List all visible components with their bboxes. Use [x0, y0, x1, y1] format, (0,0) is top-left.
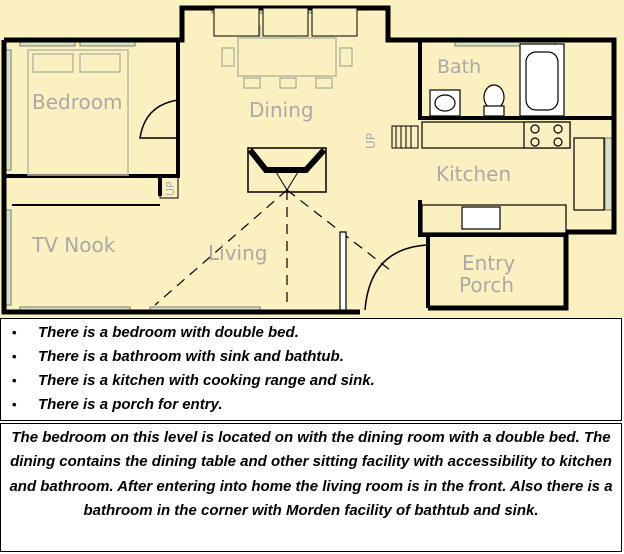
list-item-text: There is a kitchen with cooking range and sink. — [38, 372, 375, 389]
list-item: • There is a bathroom with sink and bathtub. — [12, 348, 344, 365]
label-dining: Dining — [249, 98, 314, 122]
description-box — [0, 423, 622, 552]
label-up-dining: UP — [364, 132, 378, 149]
label-bath: Bath — [437, 56, 482, 78]
list-item-text: There is a porch for entry. — [38, 396, 223, 413]
feature-list — [1, 319, 621, 417]
label-kitchen: Kitchen — [436, 162, 512, 186]
feature-list-box — [0, 318, 622, 421]
list-item: • There is a kitchen with cooking range and sink. — [12, 372, 375, 389]
living-partition — [340, 232, 346, 310]
cooking-range — [524, 122, 570, 148]
label-up-hall: UP — [164, 181, 177, 196]
window-right-kitchen — [605, 138, 612, 210]
label-entry: Entry — [462, 251, 516, 275]
fireplace — [248, 148, 326, 192]
label-porch: Porch — [459, 273, 515, 297]
list-item: • There is a porch for entry. — [12, 396, 223, 413]
dining-window-panes — [214, 8, 357, 36]
list-item-text: There is a bedroom with double bed. — [38, 324, 299, 341]
kitchen-sink — [462, 207, 500, 229]
description-text: The bedroom on this level is located on with the dining room with a double bed. The dining contains the dining table and other sitting facility with accessibility to kitchen and bathroom. After entering into home the living room is in the front. Also there is a bathroom in the corner with Morden facility of bathtub and sink. — [9, 429, 613, 520]
list-item: • There is a bedroom with double bed. — [12, 324, 299, 341]
list-item-text: There is a bathroom with sink and bathtub. — [38, 348, 344, 365]
label-bedroom: Bedroom — [32, 90, 123, 114]
label-tv-nook: TV Nook — [32, 233, 116, 257]
label-living: Living — [208, 241, 268, 265]
